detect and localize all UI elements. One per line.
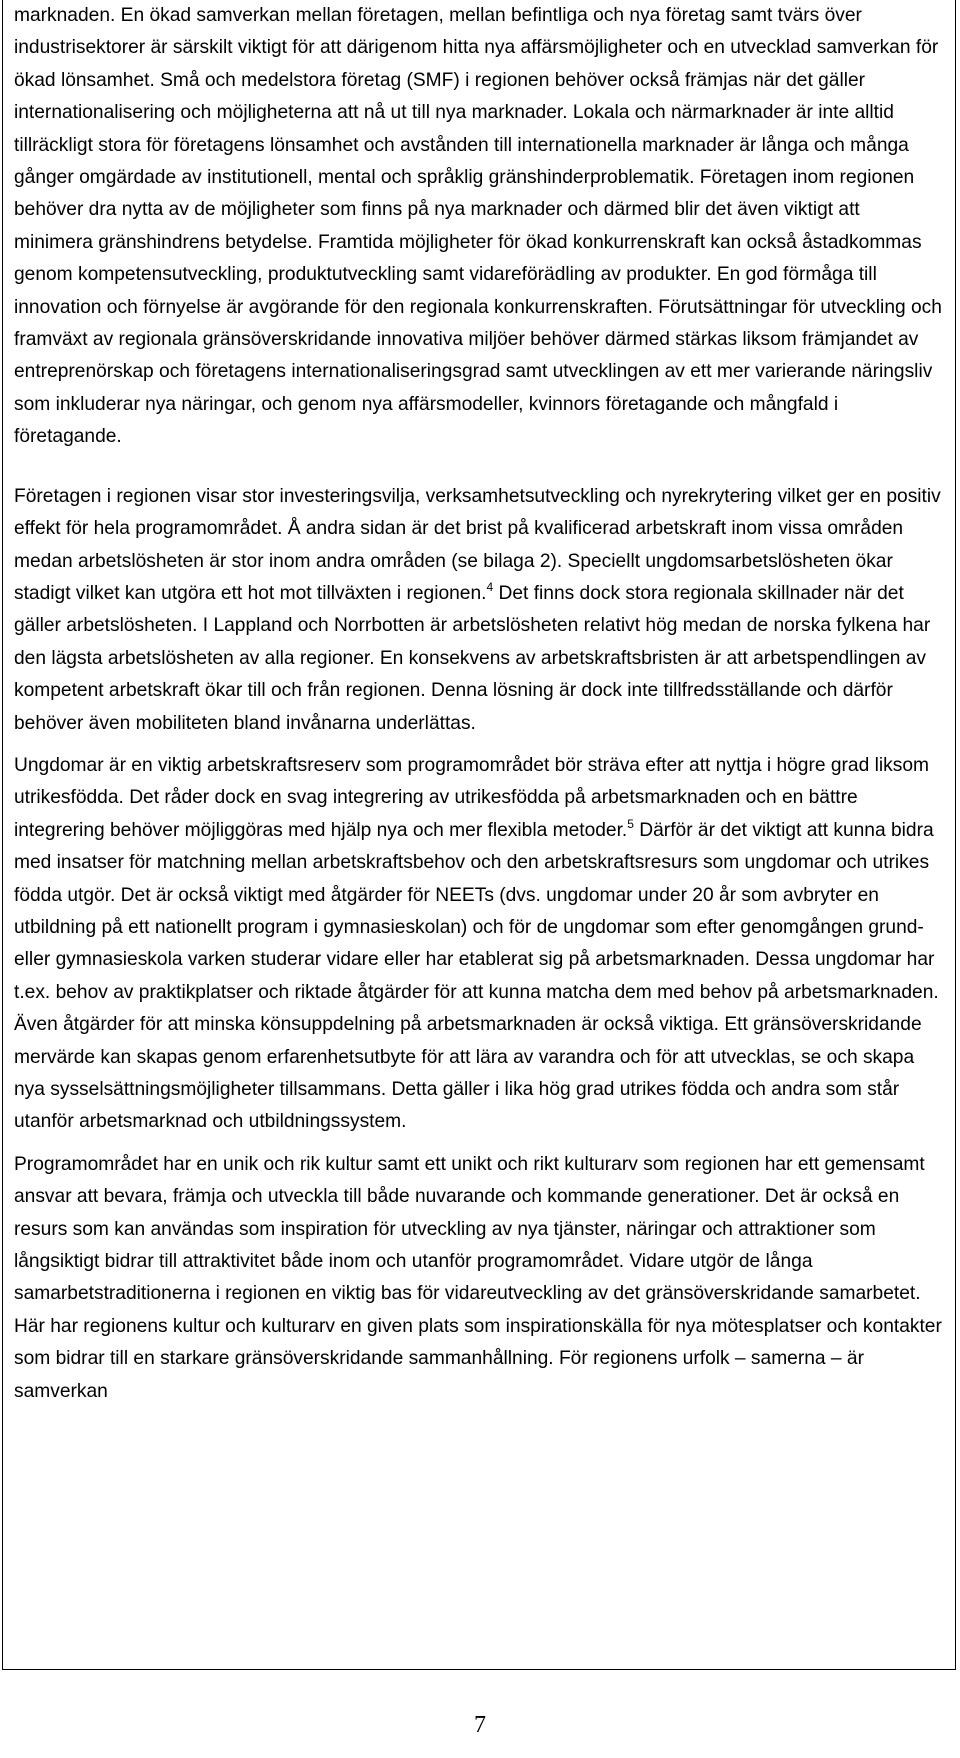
paragraph-3-text-b: Därför är det viktigt att kunna bidra med insatser för matchning mellan arbetskraftsbehov och den arbetskraftsresurs som ungdomar och utrikes födda utgör. Det är också viktigt med åtgärder för NEETs (dvs. ungdomar under 20 år som avbryter en utbildning på ett nationellt program i gymnasieskolan) och för de ungdomar som efter genomgången grund- eller gymnasieskola varken studerar vidare eller har etablerat sig på arbetsmarknaden. Dessa ungdomar har t.ex. behov av praktikplatser och riktade åtgärder för att kunna matcha dem med behov på arbetsmarknaden. Även åtgärder för att minska könsuppdelning på arbetsmarknaden är också viktiga. Ett gränsöverskridande mervärde kan skapas genom erfarenhetsutbyte för att lära av varandra och för att utvecklas, se och skapa nya sysselsättningsmöjligheter tillsammans. Detta gäller i lika hög grad utrikes födda och andra som står utanför arbetsmarknad och utbildningssystem. [14,819,939,1133]
page-number: 7 [474,1712,486,1738]
footnote-ref-4[interactable]: 4 [486,579,494,594]
paragraph-2 [14,481,942,740]
paragraph-3-text-a: Ungdomar är en viktig arbetskraftsreserv som programområdet bör sträva efter att nyttja i högre grad liksom utrikesfödda. Det råder dock en svag integrering av utrikesfödda på arbetsmarknaden och en bättre integrering behöver möjliggöras med hjälp nya och mer flexibla metoder. [14,754,929,841]
paragraph-2-text-a: Företagen i regionen visar stor investeringsvilja, verksamhetsutveckling och nyrekrytering vilket ger en positiv effekt för hela programområdet. Å andra sidan är det brist på kvalificerad arbetskraft inom vissa områden medan arbetslösheten är stor inom andra områden (se bilaga 2). Speciellt ungdomsarbetslösheten ökar stadigt vilket kan utgöra ett hot mot tillväxten i regionen. [14,485,941,604]
footnote-ref-5[interactable]: 5 [627,816,634,831]
paragraph-1: marknaden. En ökad samverkan mellan företagen, mellan befintliga och nya företag samt tvärs över industrisektorer är särskilt viktigt för att därigenom hitta nya affärsmöjligheter och en utvecklad samverkan för ökad lönsamhet. Små och medelstora företag (SMF) i regionen behöver också främjas när det gäller internationalisering och möjligheterna att nå ut till nya marknader. Lokala och närmarknader är inte alltid tillräckligt stora för företagens lönsamhet och avstånden till internationella marknader är långa och många gånger omgärdade av institutionell, mental och språklig gränshinderproblematik. Företagen inom regionen behöver dra nytta av de möjligheter som finns på nya marknader och därmed blir det även viktigt att minimera gränshindrens betydelse. Framtida möjligheter för ökad konkurrenskraft kan också åstadkommas genom kompetensutveckling, produktutveckling samt vidareförädling av produkter. En god förmåga till innovation och förnyelse är avgörande för den regionala konkurrenskraften. Förutsättningar för utveckling och framväxt av regionala gränsöverskridande innovativa miljöer behöver därmed stärkas liksom främjandet av entreprenörskap och företagens internationaliseringsgrad samt utvecklingen av ett mer varierande näringsliv som inkluderar nya näringar, och genom nya affärsmodeller, kvinnors företagande och mångfald i företagande. [14,5,942,448]
paragraph-4: Programområdet har en unik och rik kultur samt ett unikt och rikt kulturarv som regionen har ett gemensamt ansvar att bevara, främja och utveckla till både nuvarande och kommande generationer. Det är också en resurs som kan användas som inspiration för utveckling av nya tjänster, näringar och attraktioner som långsiktigt bidrar till attraktivitet både inom och utanför programområdet. Vidare utgör de långa samarbetstraditionerna i regionen en viktig bas för vidareutveckling av det gränsöverskridande samarbetet. Här har regionens kultur och kulturarv en given plats som inspirationskälla för nya mötesplatser och kontakter som bidrar till en starkare gränsöverskridande sammanhållning. För regionens urfolk – samerna – är samverkan [14,1153,942,1402]
paragraph-3 [14,750,942,1139]
paragraph-2-text-b: Det finns dock stora regionala skillnader när det gäller arbetslösheten. I Lappland och Norrbotten är arbetslösheten relativt hög medan de norska fylkena har den lägsta arbetslösheten av alla regioner. En konsekvens av arbetskraftsbristen är att arbetspendlingen av kompetent arbetskraft ökar till och från regionen. Denna lösning är dock inte tillfredsställande och därför behöver även mobiliteten bland invånarna underlättas. [14,582,931,734]
body-text [14,0,942,1408]
